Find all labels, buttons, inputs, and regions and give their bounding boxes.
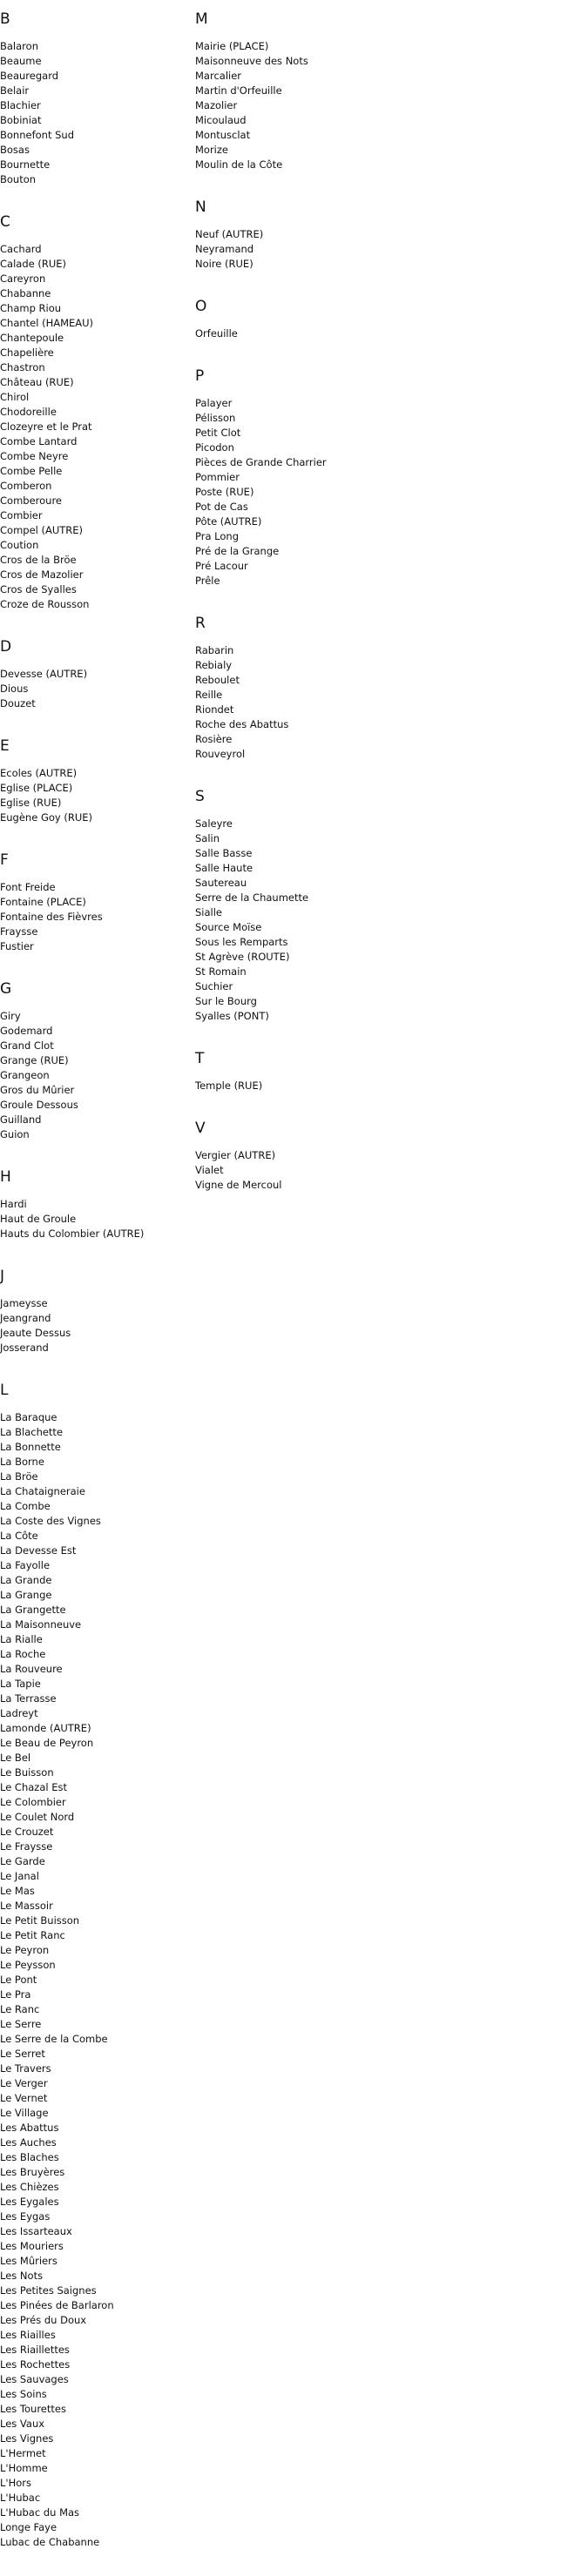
street-name: L'Hubac du Mas (0, 2506, 80, 2519)
street-name: Ecoles (AUTRE) (0, 767, 78, 779)
street-name: Fontaine des Fièvres (0, 911, 103, 923)
street-name: Les Pinées de Barlaron (0, 2299, 114, 2311)
street-name: Fraysse (0, 925, 38, 938)
letter-section-m (195, 10, 404, 172)
street-list (195, 643, 404, 762)
street-name: Les Rochettes (0, 2358, 71, 2371)
street-list (195, 817, 404, 1024)
street-name: Sautereau (195, 877, 247, 889)
street-index-column-left (0, 0, 192, 2576)
street-name: Rabarin (195, 644, 234, 656)
street-name: Les Eygas (0, 2210, 51, 2223)
street-name: Cachard (0, 243, 42, 255)
letter-section-f (0, 851, 192, 954)
street-name: Le Crouzet (0, 1826, 54, 1838)
street-list (0, 1296, 192, 1355)
street-list (195, 326, 404, 341)
street-name: Jameysse (0, 1297, 48, 1309)
street-name: Le Mas (0, 1885, 35, 1897)
street-name: St Agrève (ROUTE) (195, 951, 290, 963)
street-name: Château (RUE) (0, 376, 74, 388)
letter-heading: P (195, 367, 205, 385)
street-name: Eugène Goy (RUE) (0, 811, 93, 824)
street-name: Giry (0, 1010, 21, 1022)
street-name: Godemard (0, 1025, 53, 1037)
street-name: La Grange (0, 1589, 52, 1601)
street-name: La Bonnette (0, 1441, 61, 1453)
street-name: L'Hubac (0, 2492, 41, 2504)
street-list (195, 227, 404, 272)
street-list (0, 1009, 192, 1142)
street-list (0, 667, 192, 711)
street-name: Les Abattus (0, 2122, 59, 2134)
street-name: Pôte (AUTRE) (195, 515, 262, 528)
street-name: Guion (0, 1128, 30, 1140)
street-name: Chantel (HAMEAU) (0, 317, 94, 329)
street-name: Le Petit Buisson (0, 1914, 80, 1927)
street-name: Bouton (0, 173, 37, 185)
street-name: Le Serret (0, 2048, 45, 2060)
street-name: Gros du Mûrier (0, 1084, 75, 1096)
street-name: La Bröe (0, 1470, 38, 1483)
street-name: Le Pont (0, 1974, 37, 1986)
street-name: Cros de la Bröe (0, 554, 77, 566)
street-name: La Roche (0, 1648, 46, 1660)
street-name: Grangeon (0, 1069, 50, 1081)
street-name: La Baraque (0, 1411, 57, 1423)
street-name: Croze de Rousson (0, 598, 90, 610)
street-name: Montusclat (195, 129, 251, 141)
street-name: Les Petites Saignes (0, 2284, 97, 2297)
street-name: Careyron (0, 272, 46, 285)
street-name: Mazolier (195, 99, 238, 111)
street-name: Balaron (0, 40, 38, 52)
letter-section-j (0, 1268, 192, 1355)
letter-heading: T (195, 1050, 205, 1067)
street-name: L'Hermet (0, 2447, 46, 2459)
street-name: La Blachette (0, 1426, 64, 1438)
street-name: Neyramand (195, 243, 254, 255)
street-name: Le Verger (0, 2077, 48, 2089)
street-name: Le Colombier (0, 1796, 66, 1808)
street-name: Sur le Bourg (195, 995, 257, 1007)
street-list (195, 396, 404, 589)
letter-heading: F (0, 851, 9, 869)
street-name: Blachier (0, 99, 41, 111)
street-name: Belair (0, 84, 30, 97)
street-list (195, 1079, 404, 1093)
street-name: Coution (0, 539, 39, 551)
letter-section-s (195, 788, 404, 1024)
letter-heading: V (195, 1120, 206, 1137)
letter-heading: R (195, 615, 206, 632)
street-name: Eglise (RUE) (0, 797, 62, 809)
letter-section-b (0, 10, 192, 187)
street-name: Le Travers (0, 2062, 51, 2075)
street-index-column-right (195, 0, 404, 1219)
street-name: Orfeuille (195, 327, 238, 340)
street-name: Rouveyrol (195, 748, 246, 760)
street-name: Le Ranc (0, 2003, 40, 2015)
street-name: La Terrasse (0, 1692, 57, 1705)
street-name: La Grande (0, 1574, 52, 1586)
letter-section-l (0, 1382, 192, 2550)
street-name: Comberoure (0, 494, 62, 507)
street-name: Pot de Cas (195, 501, 248, 513)
street-list (0, 242, 192, 612)
street-name: Ladreyt (0, 1707, 38, 1719)
street-name: Dious (0, 683, 29, 695)
street-name: Les Vaux (0, 2418, 45, 2430)
letter-heading: H (0, 1168, 11, 1186)
street-list (0, 766, 192, 825)
street-name: La Devesse Est (0, 1544, 77, 1557)
street-name: Guilland (0, 1113, 42, 1126)
street-name: Riondet (195, 703, 234, 716)
street-name: Le Serre de la Combe (0, 2033, 108, 2045)
street-name: Chastron (0, 361, 45, 373)
street-name: Marcalier (195, 70, 242, 82)
street-name: Noire (RUE) (195, 258, 253, 270)
street-name: Jeaute Dessus (0, 1327, 71, 1339)
street-name: Devesse (AUTRE) (0, 668, 88, 680)
street-name: Le Massoir (0, 1900, 53, 1912)
letter-heading: O (195, 298, 207, 315)
letter-section-p (195, 367, 404, 589)
street-name: Pommier (195, 471, 240, 483)
letter-section-g (0, 980, 192, 1142)
letter-heading: C (0, 213, 10, 231)
street-name: Comberon (0, 480, 52, 492)
letter-section-r (195, 615, 404, 762)
street-name: Grange (RUE) (0, 1054, 69, 1066)
street-name: Reille (195, 689, 223, 701)
street-name: Le Peyron (0, 1944, 50, 1956)
street-name: Rebialy (195, 659, 233, 671)
letter-heading: D (0, 638, 12, 656)
street-name: Temple (RUE) (195, 1079, 263, 1092)
street-list (0, 880, 192, 954)
street-name: Le Beau de Peyron (0, 1737, 94, 1749)
street-name: Grand Clot (0, 1039, 54, 1052)
street-name: Chantepoule (0, 332, 64, 344)
street-name: Eglise (PLACE) (0, 782, 73, 794)
street-name: Cros de Syalles (0, 583, 77, 595)
street-name: Moulin de la Côte (195, 158, 283, 171)
street-name: Fustier (0, 940, 34, 952)
street-list (0, 39, 192, 187)
street-name: Sous les Remparts (195, 936, 288, 948)
letter-section-e (0, 737, 192, 825)
street-name: Les Chièzes (0, 2181, 59, 2193)
street-name: Douzet (0, 697, 36, 710)
street-name: Maisonneuve des Nots (195, 55, 308, 67)
street-name: Vergier (AUTRE) (195, 1149, 276, 1161)
street-name: Le Janal (0, 1870, 39, 1882)
street-name: Mairie (PLACE) (195, 40, 269, 52)
street-list (0, 1197, 192, 1241)
street-name: Chirol (0, 391, 30, 403)
street-name: Le Vernet (0, 2092, 48, 2104)
street-name: Salin (195, 832, 220, 844)
street-name: L'Homme (0, 2462, 48, 2474)
street-name: Source Moïse (195, 921, 262, 933)
street-name: Jeangrand (0, 1312, 51, 1324)
street-name: Pélisson (195, 412, 236, 424)
street-name: Beauregard (0, 70, 59, 82)
street-name: Champ Riou (0, 302, 62, 314)
street-name: Sialle (195, 906, 223, 918)
street-name: Prêle (195, 575, 220, 587)
street-name: Le Petit Ranc (0, 1929, 65, 1941)
street-name: Les Riailles (0, 2329, 56, 2341)
street-name: Palayer (195, 397, 233, 409)
street-name: Josserand (0, 1342, 49, 1354)
street-name: La Combe (0, 1500, 51, 1512)
street-name: Rosière (195, 733, 233, 745)
letter-section-d (0, 638, 192, 711)
street-name: Groule Dessous (0, 1099, 78, 1111)
street-name: Vialet (195, 1164, 224, 1176)
street-name: Haut de Groule (0, 1213, 77, 1225)
street-name: Bosas (0, 144, 30, 156)
street-list (195, 1148, 404, 1193)
street-name: Pièces de Grande Charrier (195, 456, 327, 468)
street-name: Suchier (195, 980, 233, 992)
street-name: Chabanne (0, 287, 51, 299)
street-name: Vigne de Mercoul (195, 1179, 282, 1191)
street-name: Beaume (0, 55, 42, 67)
street-name: Lamonde (AUTRE) (0, 1722, 91, 1734)
street-name: Fontaine (PLACE) (0, 896, 86, 908)
street-name: Les Sauvages (0, 2373, 69, 2385)
street-name: Neuf (AUTRE) (195, 228, 264, 240)
street-name: Les Tourettes (0, 2403, 66, 2415)
letter-section-t (195, 1050, 404, 1093)
letter-heading: J (0, 1268, 5, 1285)
street-name: La Borne (0, 1456, 44, 1468)
street-name: Le Coulet Nord (0, 1811, 75, 1823)
letter-section-c (0, 213, 192, 612)
street-name: Roche des Abattus (195, 718, 289, 730)
street-name: La Rouveure (0, 1663, 63, 1675)
street-name: Calade (RUE) (0, 258, 66, 270)
letter-heading: M (195, 10, 208, 28)
street-name: Combe Lantard (0, 435, 78, 447)
street-name: Saleyre (195, 817, 233, 830)
street-name: Combe Neyre (0, 450, 69, 462)
street-name: Hauts du Colombier (AUTRE) (0, 1227, 145, 1240)
street-name: Pra Long (195, 530, 239, 542)
street-name: Le Fraysse (0, 1840, 53, 1853)
street-name: Hardi (0, 1198, 27, 1210)
letter-section-o (195, 298, 404, 341)
street-name: Les Prés du Doux (0, 2314, 87, 2326)
street-name: La Chataigneraie (0, 1485, 85, 1497)
street-name: Les Eygales (0, 2196, 59, 2208)
letter-section-v (195, 1120, 404, 1193)
letter-heading: S (195, 788, 205, 805)
street-name: Les Issarteaux (0, 2225, 72, 2237)
street-name: Le Bel (0, 1752, 31, 1764)
street-name: La Fayolle (0, 1559, 51, 1571)
street-name: Martin d'Orfeuille (195, 84, 282, 97)
street-name: Bournette (0, 158, 51, 171)
street-name: Font Freide (0, 881, 56, 893)
street-name: La Côte (0, 1530, 38, 1542)
street-name: La Tapie (0, 1678, 41, 1690)
street-name: Syalles (PONT) (195, 1010, 269, 1022)
street-name: Micoulaud (195, 114, 247, 126)
street-name: Clozeyre et le Prat (0, 420, 92, 433)
street-name: La Grangette (0, 1604, 66, 1616)
street-name: Les Blaches (0, 2151, 59, 2163)
street-name: La Rialle (0, 1633, 43, 1645)
street-name: Le Serre (0, 2018, 42, 2030)
street-name: Le Pra (0, 1988, 31, 2001)
street-name: Bonnefont Sud (0, 129, 75, 141)
street-name: Salle Haute (195, 862, 253, 874)
street-name: Les Vignes (0, 2432, 54, 2445)
street-name: Lubac de Chabanne (0, 2536, 100, 2548)
street-name: Pré Lacour (195, 560, 248, 572)
street-name: Salle Basse (195, 847, 253, 859)
street-name: St Romain (195, 965, 247, 978)
street-name: Cros de Mazolier (0, 568, 84, 581)
street-name: Les Mûriers (0, 2255, 57, 2267)
street-name: Les Riaillettes (0, 2344, 70, 2356)
street-name: Reboulet (195, 674, 240, 686)
street-name: Le Buisson (0, 1766, 54, 1779)
street-name: Combier (0, 509, 43, 521)
street-name: Les Bruyères (0, 2166, 65, 2178)
letter-heading: L (0, 1382, 9, 1399)
street-list (195, 39, 404, 172)
letter-heading: B (0, 10, 10, 28)
street-name: Morize (195, 144, 228, 156)
street-name: Le Village (0, 2107, 49, 2119)
letter-heading: G (0, 980, 12, 998)
street-name: Combe Pelle (0, 465, 63, 477)
street-name: Chodoreille (0, 406, 57, 418)
letter-section-h (0, 1168, 192, 1241)
street-name: Les Auches (0, 2136, 57, 2149)
street-name: Les Mouriers (0, 2240, 64, 2252)
street-name: Le Garde (0, 1855, 45, 1867)
street-name: La Coste des Vignes (0, 1515, 101, 1527)
street-name: Pré de la Grange (195, 545, 280, 557)
street-name: Compel (AUTRE) (0, 524, 84, 536)
letter-heading: E (0, 737, 10, 755)
street-name: Poste (RUE) (195, 486, 254, 498)
street-name: Petit Clot (195, 427, 241, 439)
street-name: Longe Faye (0, 2521, 57, 2533)
street-name: Le Chazal Est (0, 1781, 68, 1793)
street-name: Picodon (195, 441, 234, 454)
street-list (0, 1410, 192, 2550)
letter-heading: N (195, 198, 206, 216)
street-name: La Maisonneuve (0, 1618, 82, 1631)
street-name: L'Hors (0, 2477, 31, 2489)
street-name: Serre de la Chaumette (195, 891, 309, 904)
street-name: Bobiniat (0, 114, 42, 126)
street-name: Les Soins (0, 2388, 47, 2400)
street-name: Le Peysson (0, 1959, 56, 1971)
letter-section-n (195, 198, 404, 272)
street-name: Les Nots (0, 2270, 44, 2282)
street-name: Chapelière (0, 346, 54, 359)
